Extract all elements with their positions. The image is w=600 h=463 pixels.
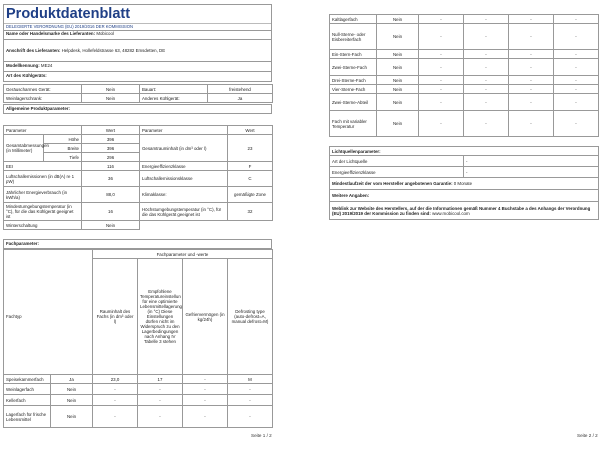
model-label: Modellkennung: — [6, 63, 40, 68]
table-row — [330, 15, 599, 24]
compartment-name: Vier-Sterne-Fach — [330, 85, 377, 94]
compartment-temp: - — [464, 85, 509, 94]
noise-emission-label: Luftschallemissionen (in dB(A) re 1 pW) — [4, 171, 82, 187]
light-header: Lichtquellenparameter: — [330, 147, 599, 156]
noise-emission-value: 36 — [82, 171, 140, 187]
compartment-name: Zwei-Sterne-Abteil — [330, 94, 377, 111]
compartment-name: Null-Sterne- oder Eisbereiterfach — [330, 24, 377, 50]
param-col-header: Parameter — [4, 126, 82, 135]
table-row — [330, 76, 599, 85]
compartment-defrost: M — [228, 375, 273, 384]
compartment-name: Lagerfach für frische Lebensmittel — [4, 406, 51, 428]
compartment-present: Ja — [51, 375, 93, 384]
compartment-temp: - — [138, 406, 183, 428]
min-temp-value: 16 — [82, 203, 140, 221]
header-box — [3, 4, 272, 31]
comp-col-freeze: Gefriervermögen (in kg/24h) — [183, 259, 228, 375]
compartment-defrost: - — [554, 15, 599, 24]
light-type-value: - — [464, 156, 599, 167]
page-number: Seite 1 / 2 — [251, 433, 272, 438]
winter-value: Nein — [82, 221, 140, 230]
compartment-volume: - — [93, 384, 138, 395]
compartment-present: Nein — [377, 50, 419, 59]
compartment-present: Nein — [377, 94, 419, 111]
compartment-volume: - — [419, 24, 464, 50]
model-row — [3, 62, 272, 72]
compartment-defrost: - — [554, 85, 599, 94]
general-header: Allgemeine Produktparameter: — [6, 106, 70, 111]
address-row — [3, 40, 272, 62]
compartment-present: Nein — [377, 24, 419, 50]
guarantee-label: Mindestlaufzeit der vom Hersteller angebotenen Garantie: — [332, 181, 453, 186]
compartment-freeze: - — [183, 406, 228, 428]
compartment-freeze: - — [509, 111, 554, 137]
compartment-temp: - — [464, 76, 509, 85]
width-label: Breite — [44, 144, 82, 153]
compartment-temp: - — [464, 24, 509, 50]
light-class-label: Energieeffizienzklasse — [330, 167, 464, 178]
value-col-header: Wert — [82, 126, 140, 135]
depth-value: 296 — [82, 153, 140, 162]
compartment-freeze: - — [509, 85, 554, 94]
value-col-header-2: Wert — [228, 126, 273, 135]
type-header: Art des Kühlgeräts: — [6, 73, 47, 78]
compartment-freeze: - — [183, 375, 228, 384]
design-value: freistehend — [208, 85, 273, 94]
compartment-volume: - — [419, 76, 464, 85]
compartment-temp: - — [464, 50, 509, 59]
depth-label: Tiefe — [44, 153, 82, 162]
compartment-header: Fachparameter: — [6, 241, 39, 246]
compartment-header-row — [3, 239, 272, 249]
height-value: 396 — [82, 135, 140, 144]
eei-value: 116 — [82, 162, 140, 171]
type-header-row — [3, 72, 272, 82]
table-row — [4, 384, 273, 395]
compartment-volume: - — [93, 406, 138, 428]
address-label: Anschrift des Lieferanten: — [6, 48, 61, 53]
compartment-freeze: - — [509, 94, 554, 111]
general-params-table — [3, 125, 273, 230]
compartment-table-1 — [3, 249, 273, 428]
compartment-freeze: - — [183, 384, 228, 395]
compartment-temp: 17 — [138, 375, 183, 384]
light-class-value: - — [464, 167, 599, 178]
compartment-name: Ein-Stern-Fach — [330, 50, 377, 59]
table-row — [330, 50, 599, 59]
compartment-defrost: - — [228, 406, 273, 428]
design-label: Bauart: — [140, 85, 208, 94]
compartment-table-2 — [329, 14, 599, 137]
guarantee-value: 0 Monate — [453, 181, 473, 186]
compartment-defrost: - — [228, 395, 273, 406]
winter-label: Winterschaltung — [4, 221, 82, 230]
table-row — [4, 395, 273, 406]
compartment-present: Nein — [377, 59, 419, 76]
table-row — [330, 94, 599, 111]
compartment-present: Nein — [377, 15, 419, 24]
compartment-freeze: - — [509, 76, 554, 85]
dims-label: Gesamtabmessungen (in Millimeter) — [4, 135, 44, 162]
wine-label: Weinlagerschrank: — [4, 94, 82, 103]
climate-label: Klimaklasse: — [140, 187, 228, 203]
compartment-temp: - — [464, 15, 509, 24]
compartment-present: Nein — [51, 384, 93, 395]
weblink-url[interactable]: www.mobicool.com — [432, 210, 470, 216]
document-title: Produktdatenblatt — [6, 6, 131, 22]
compartment-name: Drei-Sterne-Fach — [330, 76, 377, 85]
comp-col-temp: Empfohlene Temperatureinstellun für eine optimierte Lebensmittellagerung (in °C) Diese Einstellungen dürfen nicht im Widerspruch zu den Lagerbedingungen nach Anhang IV Tabelle 3 stehen — [138, 259, 183, 375]
compartment-volume: - — [419, 15, 464, 24]
supplier-value: Mobicool — [96, 31, 114, 36]
compartment-present: Nein — [377, 76, 419, 85]
compartment-name: Kellerfach — [4, 395, 51, 406]
comp-group-header: Fachparameter und -werte — [93, 250, 273, 259]
compartment-name: Weinlagerfach — [4, 384, 51, 395]
compartment-defrost: - — [554, 59, 599, 76]
address-value: Helpdesk, Hollefeldstrasse 63, 48282 Emsdetten, DE — [61, 48, 166, 53]
supplier-row — [3, 30, 272, 40]
compartment-defrost: - — [554, 94, 599, 111]
compartment-defrost: - — [554, 111, 599, 137]
compartment-volume: - — [419, 85, 464, 94]
compartment-name: Speisekammerfach — [4, 375, 51, 384]
table-row — [330, 59, 599, 76]
noise-value: Nein — [82, 85, 140, 94]
compartment-volume: - — [419, 50, 464, 59]
eei-label: EEI — [4, 162, 82, 171]
table-row — [4, 406, 273, 428]
compartment-volume: - — [419, 111, 464, 137]
page-2 — [301, 0, 600, 463]
compartment-defrost: - — [228, 384, 273, 395]
compartment-present: Nein — [51, 406, 93, 428]
general-header-row — [3, 104, 272, 114]
consumption-value: 88,0 — [82, 187, 140, 203]
table-row — [330, 111, 599, 137]
noise-label: Geräuscharmes Gerät: — [4, 85, 82, 94]
compartment-temp: - — [138, 384, 183, 395]
noise-class-value: C — [228, 171, 273, 187]
weblink-text: Weblink zur Website des Herstellers, auf der die Informationen gemäß Nummer 4 Buchstabe a des Anhangs der Verordnung (EU) 2019/2019 der Kommission zu finden sind: — [332, 205, 591, 216]
eclass-label: Energieeffizienzklasse — [140, 162, 228, 171]
type-table — [3, 84, 273, 103]
other-label: Anderes Kühlgerät: — [140, 94, 208, 103]
other-value: Ja — [208, 94, 273, 103]
compartment-freeze: - — [509, 24, 554, 50]
min-temp-label: Mindestumgebungstemperatur (in °C), für die das Kühlgerät geeignet ist — [4, 203, 82, 221]
compartment-volume: - — [419, 94, 464, 111]
table-row — [4, 375, 273, 384]
model-value: ME24 — [40, 63, 53, 68]
wine-value: Nein — [82, 94, 140, 103]
comp-col-volume: Rauminhalt des Fachs (in dm³ oder l) — [93, 259, 138, 375]
height-label: Höhe — [44, 135, 82, 144]
compartment-name: Zwei-Sterne-Fach — [330, 59, 377, 76]
param-col-header-2: Parameter — [140, 126, 228, 135]
volume-value: 23 — [228, 135, 273, 162]
compartment-defrost: - — [554, 24, 599, 50]
compartment-defrost: - — [554, 76, 599, 85]
noise-class-label: Luftschallemissionsklasse — [140, 171, 228, 187]
further-label: Weitere Angaben: — [330, 190, 599, 202]
regulation-subtitle: DELEGIERTE VERORDNUNG (EU) 2019/2016 DER KOMMISSION — [4, 23, 271, 30]
comp-col-type: Fachtyp — [4, 259, 93, 375]
width-value: 396 — [82, 144, 140, 153]
compartment-name: Fach mit variabler Temperatur — [330, 111, 377, 137]
table-row — [330, 85, 599, 94]
compartment-name: Kaltlagerfach — [330, 15, 377, 24]
compartment-temp: - — [464, 94, 509, 111]
table-row — [330, 24, 599, 50]
climate-value: gemäßigte Zone — [228, 187, 273, 203]
eclass-value: F — [228, 162, 273, 171]
comp-col-defrost: Defrosting type (auto-defrost=A, manual defrost=M) — [228, 259, 273, 375]
compartment-volume: 23,0 — [93, 375, 138, 384]
compartment-present: Nein — [51, 395, 93, 406]
compartment-freeze: - — [183, 395, 228, 406]
page-number: Seite 2 / 2 — [577, 433, 598, 438]
compartment-defrost: - — [554, 50, 599, 59]
compartment-volume: - — [419, 59, 464, 76]
compartment-temp: - — [138, 395, 183, 406]
light-table — [329, 146, 599, 220]
consumption-label: Jährlicher Energieverbrauch (in kWh/a) — [4, 187, 82, 203]
supplier-label: Name oder Handelsmarke des Lieferanten: — [6, 31, 96, 36]
compartment-volume: - — [93, 395, 138, 406]
max-temp-label: Höchstumgebungstemperatur (in °C), für die das Kühlgerät geeignet ist — [140, 203, 228, 221]
light-type-label: Art der Lichtquelle — [330, 156, 464, 167]
compartment-freeze: - — [509, 59, 554, 76]
compartment-present: Nein — [377, 85, 419, 94]
compartment-present: Nein — [377, 111, 419, 137]
max-temp-value: 32 — [228, 203, 273, 221]
compartment-freeze: - — [509, 15, 554, 24]
compartment-temp: - — [464, 59, 509, 76]
compartment-freeze: - — [509, 50, 554, 59]
compartment-temp: - — [464, 111, 509, 137]
volume-label: Gesamtrauminhalt (in dm³ oder l) — [140, 135, 228, 162]
